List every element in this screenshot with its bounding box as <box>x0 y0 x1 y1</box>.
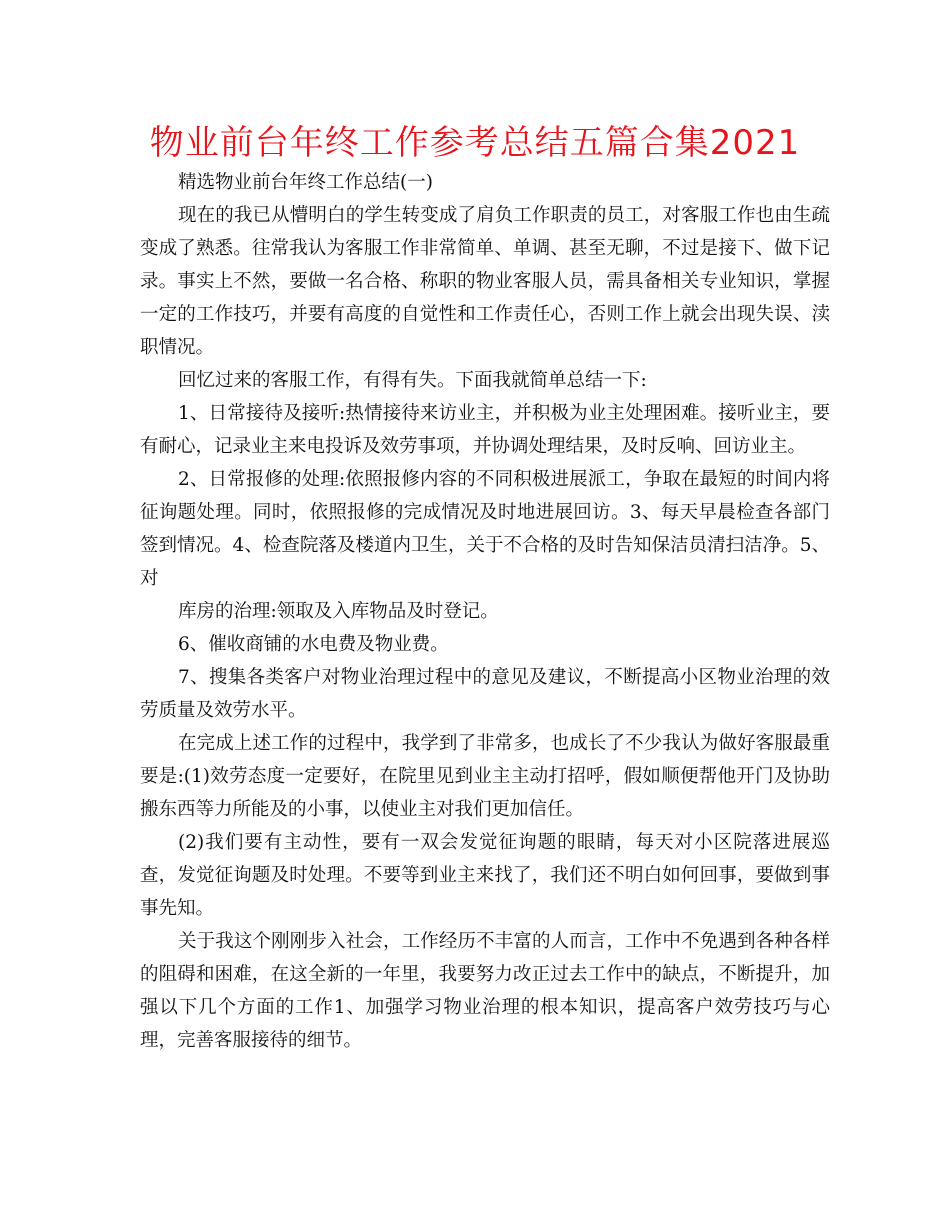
paragraph: 1、日常接待及接听:热情接待来访业主，并积极为业主处理困难。接听业主，要有耐心，记录业主来电投诉及效劳事项，并协调处理结果，及时反响、回访业主。 <box>140 403 830 457</box>
paragraph: 现在的我已从懵明白的学生转变成了肩负工作职责的员工，对客服工作也由生疏变成了熟悉。往常我认为客服工作非常简单、单调、甚至无聊，不过是接下、做下记录。事实上不然，要做一名合格、称职的物业客服人员，需具备相关专业知识，掌握一定的工作技巧，并要有高度的自觉性和工作责任心，否则工作上就会出现失误、渎职情况。 <box>140 205 830 358</box>
document-body <box>140 166 830 1057</box>
paragraph: 库房的治理:领取及入库物品及时登记。 <box>178 601 499 622</box>
paragraph: 7、搜集各类客户对物业治理过程中的意见及建议，不断提高小区物业治理的效劳质量及效劳水平。 <box>140 667 830 721</box>
paragraph: 关于我这个刚刚步入社会，工作经历不丰富的人而言，工作中不免遇到各种各样的阻碍和困难，在这全新的一年里，我要努力改正过去工作中的缺点，不断提升，加强以下几个方面的工作1、加强学习物业治理的根本知识，提高客户效劳技巧与心理，完善客服接待的细节。 <box>140 931 830 1051</box>
paragraph: 2、日常报修的处理:依照报修内容的不同积极进展派工，争取在最短的时间内将征询题处理。同时，依照报修的完成情况及时地进展回访。3、每天早晨检查各部门签到情况。4、检查院落及楼道内卫生，关于不合格的及时告知保洁员清扫洁净。5、对 <box>140 469 830 589</box>
section-heading: 精选物业前台年终工作总结(一) <box>178 172 433 193</box>
document-title: 物业前台年终工作参考总结五篇合集2021 <box>149 123 801 163</box>
paragraph: 在完成上述工作的过程中，我学到了非常多，也成长了不少我认为做好客服最重要是:(1)效劳态度一定要好，在院里见到业主主动打招呼，假如顺便帮他开门及协助搬东西等力所能及的小事，以使业主对我们更加信任。 <box>140 733 830 820</box>
paragraph: 6、催收商铺的水电费及物业费。 <box>178 634 449 655</box>
paragraph: (2)我们要有主动性，要有一双会发觉征询题的眼睛，每天对小区院落进展巡查，发觉征询题及时处理。不要等到业主来找了，我们还不明白如何回事，要做到事事先知。 <box>140 832 830 919</box>
paragraph: 回忆过来的客服工作，有得有失。下面我就简单总结一下: <box>178 370 647 391</box>
